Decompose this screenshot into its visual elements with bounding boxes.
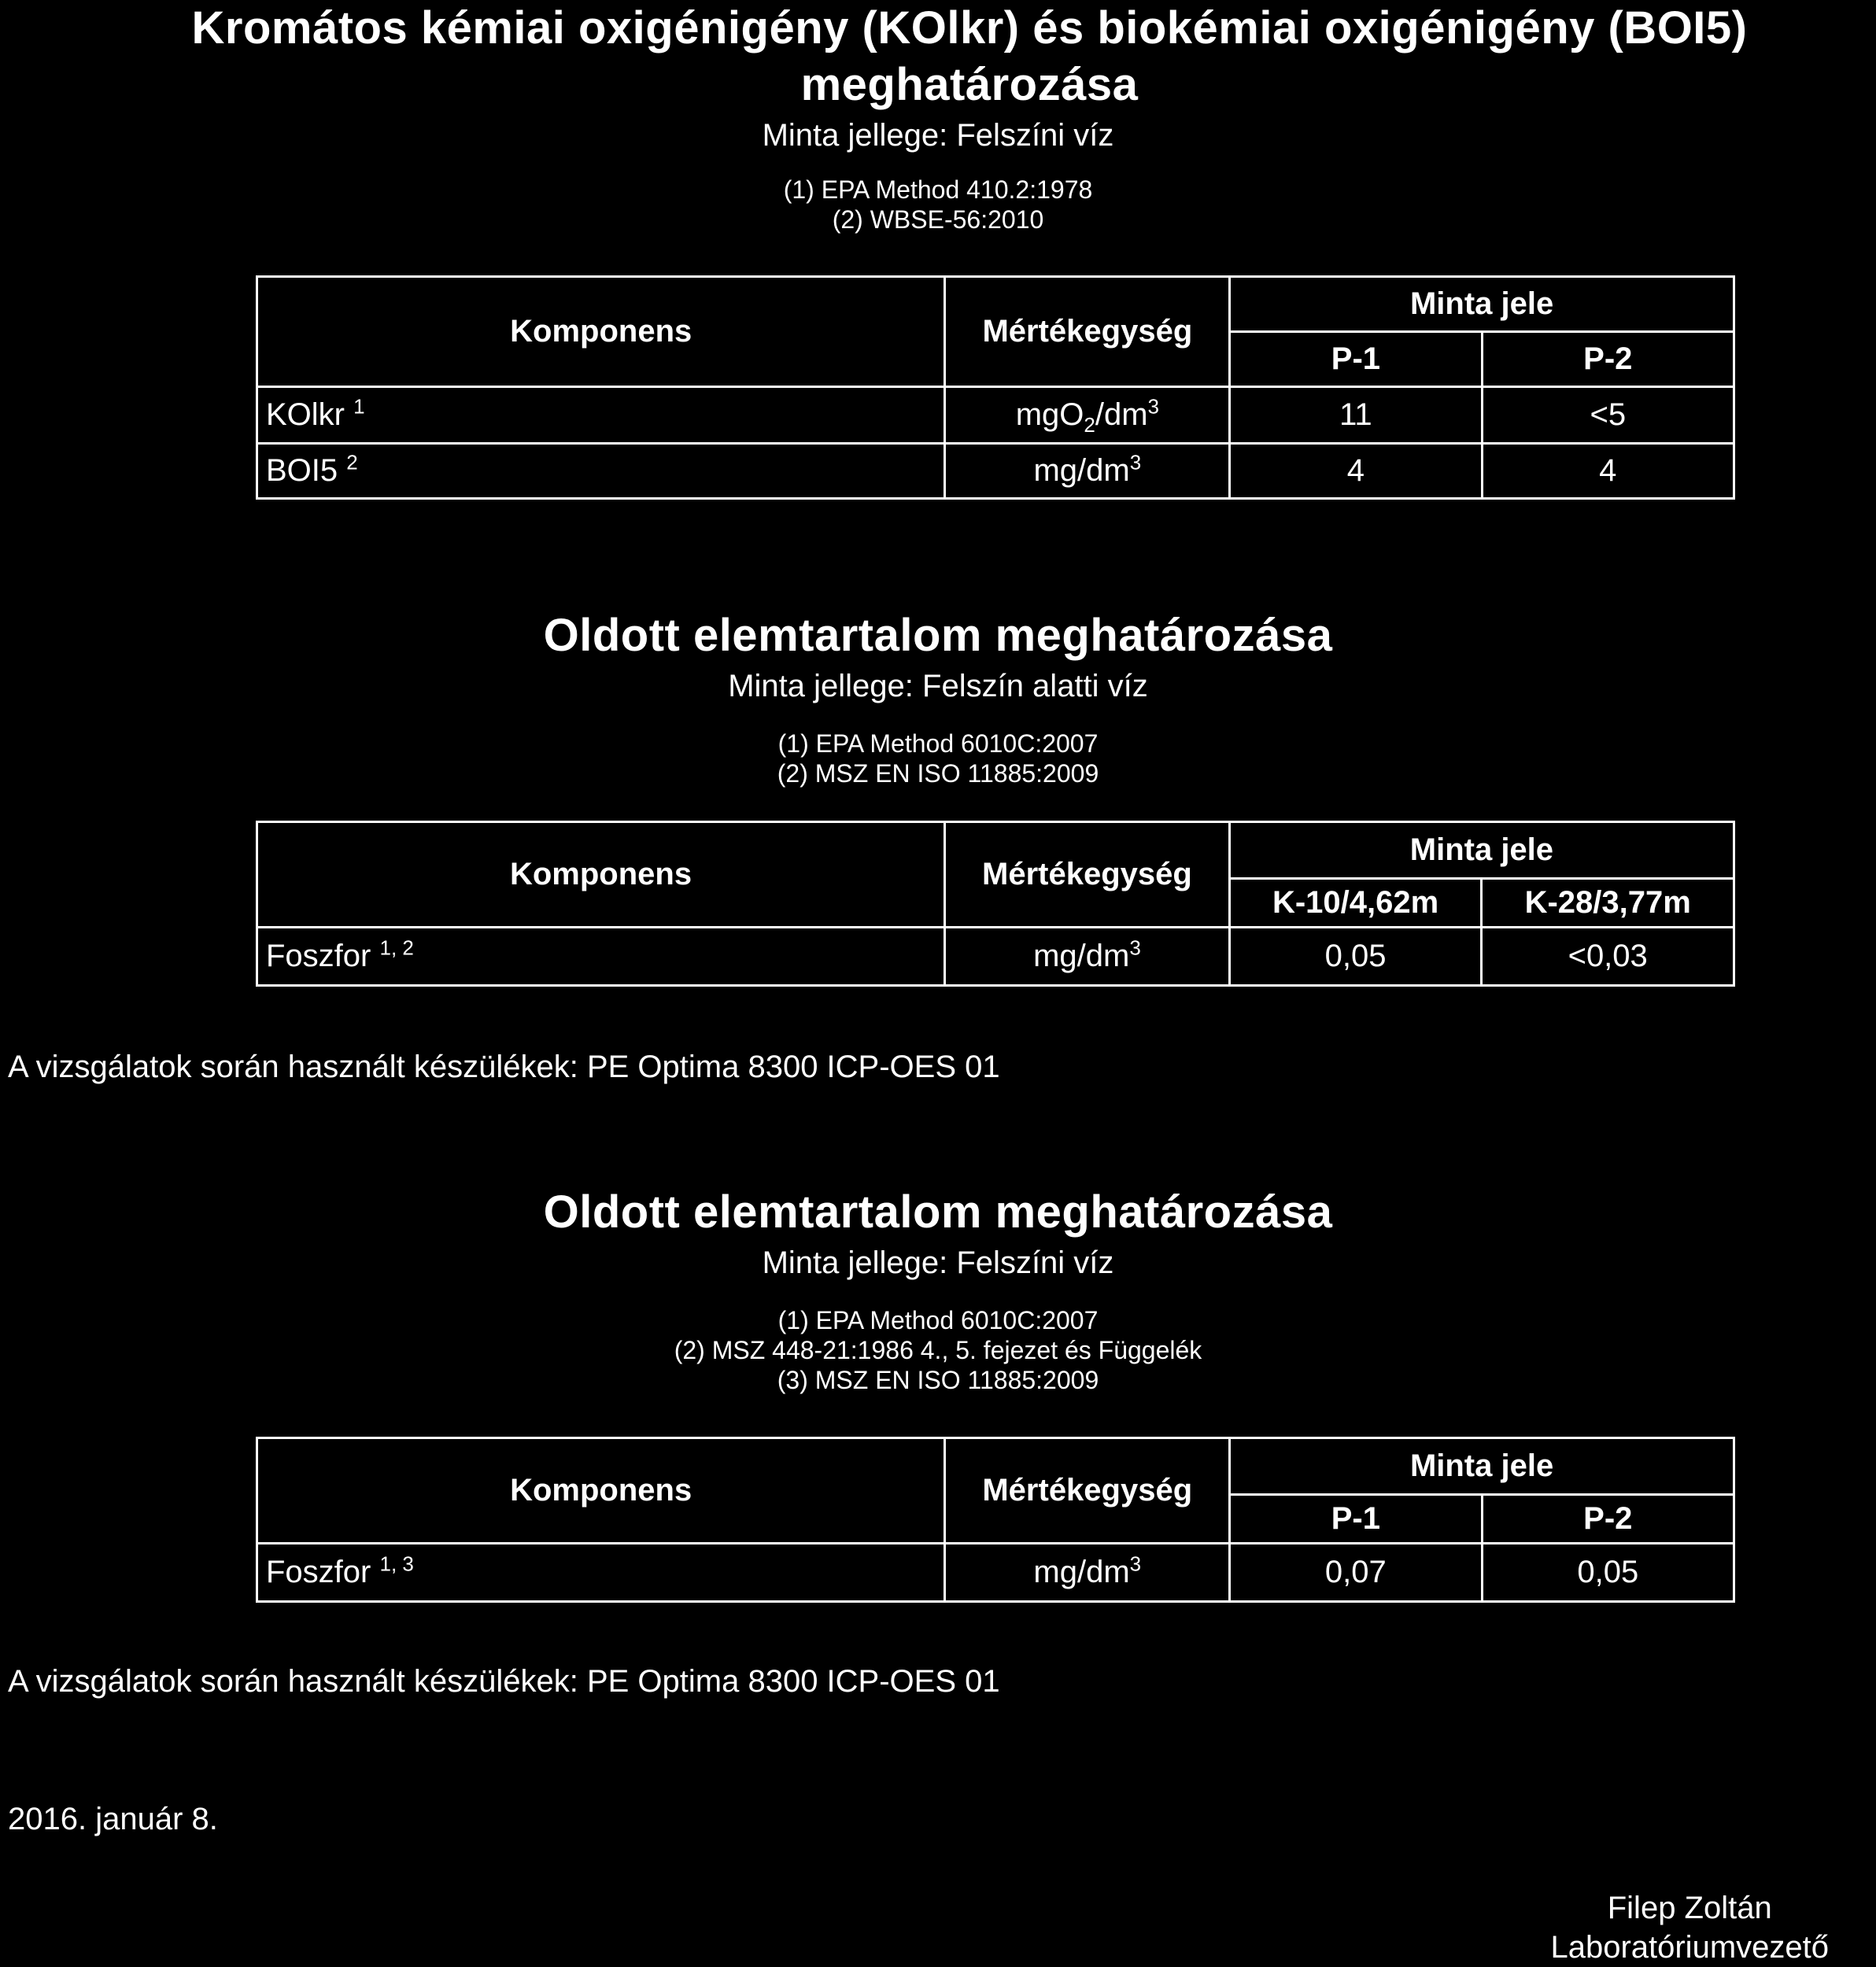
header-unit: Mértékegység <box>945 1438 1230 1544</box>
component-cell <box>257 928 945 986</box>
header-minta-jele: Minta jele <box>1230 1438 1734 1495</box>
header-unit: Mértékegység <box>945 822 1230 928</box>
header-minta-jele: Minta jele <box>1230 277 1734 332</box>
method-list <box>0 729 1876 788</box>
table-row <box>257 444 1734 499</box>
signature-block <box>1550 1888 1829 1967</box>
section-title: Oldott elemtartalom meghatározása <box>543 1186 1333 1238</box>
component-name: BOI5 <box>266 453 338 488</box>
sample-type: Minta jellege: Felszíni víz <box>762 118 1114 153</box>
value-cell: 4 <box>1230 444 1482 499</box>
method-item: (2) MSZ 448-21:1986 4., 5. fejezet és Függelék <box>674 1336 1202 1364</box>
method-item: (2) MSZ EN ISO 11885:2009 <box>777 759 1099 788</box>
unit-sup: 3 <box>1129 936 1141 960</box>
unit-text: mg/dm <box>1033 1555 1130 1589</box>
results-table <box>256 821 1735 987</box>
sample-type: Minta jellege: Felszín alatti víz <box>728 669 1148 703</box>
header-komponens: Komponens <box>257 277 945 387</box>
unit-sub: 2 <box>1084 413 1095 437</box>
unit-sup: 3 <box>1147 394 1159 419</box>
header-sample: K-28/3,77m <box>1482 879 1734 928</box>
report-date: 2016. január 8. <box>8 1802 218 1836</box>
value-cell: 0,07 <box>1230 1544 1482 1602</box>
method-ref: 1, 2 <box>379 936 414 960</box>
header-unit: Mértékegység <box>945 277 1230 387</box>
value-cell: <5 <box>1482 387 1734 444</box>
method-item: (1) EPA Method 6010C:2007 <box>777 1306 1099 1334</box>
component-name: KOlkr <box>266 397 345 432</box>
unit-cell <box>945 444 1230 499</box>
section-title <box>0 0 1876 113</box>
unit-text: mg/dm <box>1033 939 1130 973</box>
section-felszin-alatti <box>0 607 1876 788</box>
method-item: (3) MSZ EN ISO 11885:2009 <box>777 1366 1099 1394</box>
component-cell <box>257 444 945 499</box>
instrument-note: A vizsgálatok során használt készülékek: PE Optima 8300 ICP-OES 01 <box>8 1664 1000 1699</box>
method-list <box>0 1305 1876 1395</box>
table-row <box>257 928 1734 986</box>
unit-sup: 3 <box>1129 1552 1142 1576</box>
method-item: (2) WBSE-56:2010 <box>832 205 1044 234</box>
header-komponens: Komponens <box>257 1438 945 1544</box>
section-title: Oldott elemtartalom meghatározása <box>543 610 1333 661</box>
signer-role: Laboratóriumvezető <box>1550 1930 1829 1965</box>
value-cell: <0,03 <box>1482 928 1734 986</box>
component-name: Foszfor <box>266 1555 371 1589</box>
value-cell: 11 <box>1230 387 1482 444</box>
header-sample: K-10/4,62m <box>1229 879 1482 928</box>
header-sample: P-1 <box>1230 332 1482 387</box>
header-sample: P-1 <box>1230 1495 1482 1544</box>
signer-name: Filep Zoltán <box>1607 1891 1772 1925</box>
header-sample: P-2 <box>1482 1495 1734 1544</box>
method-ref: 1 <box>353 394 365 419</box>
table-row <box>257 1544 1734 1602</box>
method-list <box>0 175 1876 234</box>
instrument-note: A vizsgálatok során használt készülékek: PE Optima 8300 ICP-OES 01 <box>8 1050 1000 1084</box>
unit-text: /dm <box>1095 397 1148 432</box>
results-table <box>256 275 1735 500</box>
unit-sup: 3 <box>1129 450 1142 474</box>
unit-cell <box>945 387 1230 444</box>
results-table <box>256 1437 1735 1603</box>
unit-text: mg/dm <box>1033 453 1130 488</box>
sample-type: Minta jellege: Felszíni víz <box>762 1246 1114 1280</box>
component-cell <box>257 1544 945 1602</box>
section-felszini <box>0 1184 1876 1395</box>
table-row <box>257 387 1734 444</box>
method-ref: 1, 3 <box>379 1552 414 1576</box>
value-cell: 0,05 <box>1229 928 1482 986</box>
method-item: (1) EPA Method 6010C:2007 <box>777 729 1099 758</box>
unit-cell <box>945 928 1230 986</box>
value-cell: 4 <box>1482 444 1734 499</box>
header-komponens: Komponens <box>257 822 945 928</box>
method-item: (1) EPA Method 410.2:1978 <box>783 175 1093 204</box>
unit-text: mgO <box>1015 397 1084 432</box>
section-kolkr-boi5 <box>0 0 1876 234</box>
section-title-text: Kromátos kémiai oxigénigény (KOlkr) és biokémiai oxigénigény (BOI5) meghatározása <box>191 2 1748 110</box>
component-cell <box>257 387 945 444</box>
header-minta-jele: Minta jele <box>1229 822 1734 879</box>
header-sample: P-2 <box>1482 332 1734 387</box>
unit-cell <box>945 1544 1230 1602</box>
value-cell: 0,05 <box>1482 1544 1734 1602</box>
method-ref: 2 <box>346 450 358 474</box>
component-name: Foszfor <box>266 939 371 973</box>
